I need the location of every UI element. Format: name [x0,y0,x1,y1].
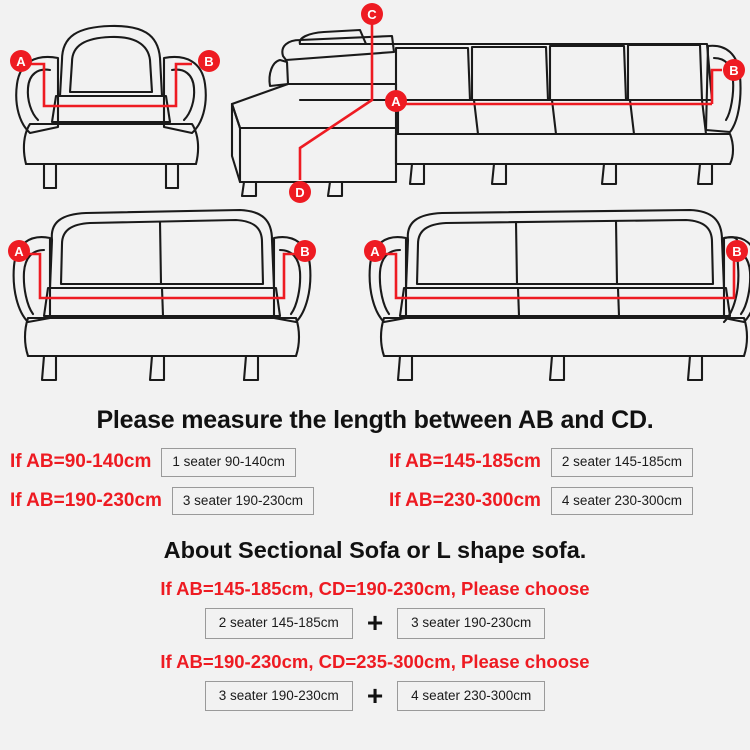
option-4-seater[interactable]: 4 seater 230-300cm [551,487,693,516]
plus-icon: + [366,607,384,639]
option-3-seater-combo[interactable]: 3 seater 190-230cm [205,681,353,712]
marker-c-sectional-label: C [367,7,377,22]
size-cell [8,487,375,516]
marker-b-loveseat-label: B [300,244,310,259]
marker-a-sofa3-label: A [370,244,380,259]
measure-headline: Please measure the length between AB and CD. [96,406,654,434]
sectional-options [0,578,750,711]
sectional-combo [0,681,750,712]
condition-label: If AB=230-300cm [389,489,541,511]
condition-label: If AB=145-185cm [389,451,541,473]
size-cell [375,487,742,516]
option-2-seater[interactable]: 2 seater 145-185cm [551,448,693,477]
marker-b-armchair-label: B [204,54,214,69]
marker-a-sectional-label: A [391,94,401,109]
size-row [8,448,742,477]
marker-a-loveseat-label: A [14,244,24,259]
size-options [0,448,750,515]
option-4-seater-combo[interactable]: 4 seater 230-300cm [397,681,545,712]
marker-a-armchair-label: A [16,54,26,69]
option-1-seater[interactable]: 1 seater 90-140cm [161,448,296,477]
condition-label: If AB=90-140cm [10,451,152,473]
option-3-seater[interactable]: 3 seater 190-230cm [172,487,314,516]
condition-label: If AB=190-230cm [10,489,162,511]
size-cell [8,448,375,477]
marker-b-sectional-label: B [729,63,739,78]
marker-d-sectional-label: D [295,185,305,200]
sectional-combo [0,608,750,639]
sectional-heading: About Sectional Sofa or L shape sofa. [163,537,587,563]
instructions-block [0,398,750,723]
marker-b-sofa3-label: B [732,244,742,259]
size-cell [375,448,742,477]
option-2-seater-combo[interactable]: 2 seater 145-185cm [205,608,353,639]
sectional-condition: If AB=190-230cm, CD=235-300cm, Please choose [160,650,590,672]
sectional-condition: If AB=145-185cm, CD=190-230cm, Please choose [160,578,590,599]
size-row [8,487,742,516]
plus-icon: + [366,679,384,711]
option-3-seater-combo[interactable]: 3 seater 190-230cm [397,608,545,639]
